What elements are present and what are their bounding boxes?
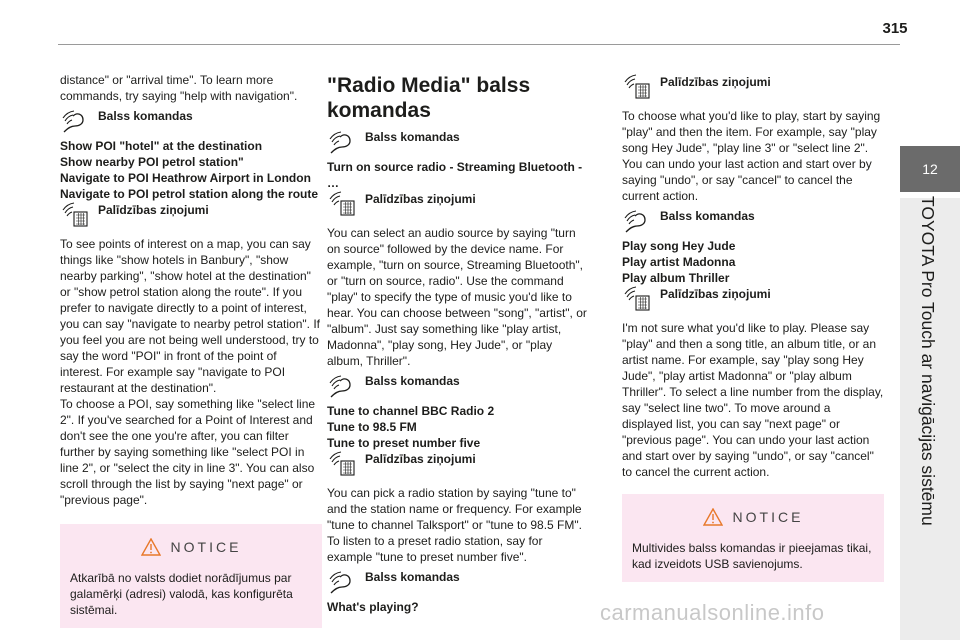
- section-heading: [327, 569, 589, 597]
- heading-label: Balss komandas: [365, 374, 460, 388]
- section-heading: [622, 286, 884, 314]
- command-line: Navigate to POI petrol station along the route: [60, 187, 319, 201]
- notice-text: Atkarībā no valsts dodiet norādījumus par galamērķi (adresi) valodā, kas konfigurēta sistēmai.: [70, 571, 293, 617]
- header-rule: [58, 44, 900, 45]
- section-heading: [327, 451, 589, 479]
- section-title: "Radio Media" balss komandas: [327, 74, 531, 122]
- voice-message-icon: [328, 451, 356, 477]
- command-line: Play album Thriller: [622, 271, 730, 285]
- section-heading: [60, 202, 322, 230]
- watermark: carmanualsonline.info: [600, 600, 825, 625]
- command-line: Show POI "hotel" at the destination: [60, 139, 263, 153]
- notice-box: [622, 494, 884, 582]
- command-line: Navigate to POI Heathrow Airport in London: [60, 171, 311, 185]
- notice-box: [60, 524, 322, 628]
- heading-label: Balss komandas: [365, 570, 460, 584]
- notice-title: NOTICE: [732, 509, 804, 525]
- notice-header: [632, 504, 874, 530]
- section-heading: [60, 108, 322, 136]
- warning-triangle-icon: [141, 538, 161, 556]
- notice-title: NOTICE: [170, 539, 242, 555]
- heading-label: Balss komandas: [660, 209, 755, 223]
- voice-command-icon: [328, 373, 356, 399]
- help-message: To choose what you'd like to play, start by saying "play" and then the item. For example, say "play song Hey Jude", "play line 3" or "select line 2". You can undo your last action and start over by saying "undo", or say "cancel" to cancel the current action.: [622, 109, 881, 203]
- heading-label: Balss komandas: [365, 130, 460, 144]
- voice-command-icon: [623, 208, 651, 234]
- command-line: Tune to preset number five: [327, 436, 481, 450]
- heading-label: Palīdzības ziņojumi: [660, 75, 771, 89]
- chapter-title: TOYOTA Pro Touch ar navigācijas sistēmu: [918, 196, 938, 526]
- voice-command-icon: [328, 569, 356, 595]
- command-line: Show nearby POI petrol station": [60, 155, 244, 169]
- command-line: What's playing?: [327, 600, 419, 614]
- section-heading: [622, 208, 884, 236]
- help-message: You can pick a radio station by saying "tune to" and the station name or frequency. For example "tune to channel Talksport" or "tune to 98.5 FM". To listen to a preset radio station, say for example "tune to preset number five".: [327, 486, 582, 564]
- heading-label: Balss komandas: [98, 109, 193, 123]
- help-message: You can select an audio source by saying "turn on source" followed by the device name. For example, "turn on source, Streaming Bluetooth", or "turn on source, radio". Use the command "play" to specify the type of music you'd like to hear. You can choose between "song", "artist", or "album". Just say something like "play artist, Madonna", "play song, Hey Jude", or "play album, Thriller".: [327, 226, 587, 368]
- voice-message-icon: [623, 74, 651, 100]
- warning-triangle-icon: [703, 508, 723, 526]
- column-2: [327, 72, 589, 615]
- command-line: Play artist Madonna: [622, 255, 736, 269]
- voice-message-icon: [61, 202, 89, 228]
- command-list: [327, 403, 589, 451]
- notice-text: Multivides balss komandas ir pieejamas tikai, kad izveidots USB savienojums.: [632, 541, 872, 571]
- voice-message-icon: [328, 191, 356, 217]
- command-line: Tune to channel BBC Radio 2: [327, 404, 495, 418]
- page-number: 315: [882, 20, 908, 37]
- intro-text: distance" or "arrival time". To learn more commands, try saying "help with navigation".: [60, 73, 298, 103]
- voice-command-icon: [328, 129, 356, 155]
- column-3: [622, 72, 884, 582]
- help-message: To see points of interest on a map, you can say things like "show hotels in Banbury", "show nearby parking", "show hotel at the destination" or "show petrol station along the route". If you prefer to navigate directly to a point of interest, you can say "navigate to nearby petrol station". If you feel you are not being well understood, try to say the word "POI" in front of the point of interest. For example say "navigate to POI restaurant at the destination".: [60, 237, 321, 395]
- heading-label: Palīdzības ziņojumi: [365, 192, 476, 206]
- column-1: [60, 72, 322, 628]
- command-line: Turn on source radio - Streaming Bluetooth - …: [327, 160, 583, 190]
- section-heading: [327, 129, 589, 157]
- command-list: [60, 138, 322, 202]
- chapter-number: 12: [922, 161, 938, 177]
- chapter-tab[interactable]: [900, 146, 960, 192]
- help-message: I'm not sure what you'd like to play. Please say "play" and then a song title, an album title, or an artist name. For example, say "play song Hey Jude", "play artist Madonna" or "play album Thriller". To select a line number from the display, say "select line two". To move around a displayed list, you can say "next page" or "previous page". You can undo your last action and start over by saying "undo", or say "cancel" to cancel the current action.: [622, 321, 884, 479]
- command-line: Tune to 98.5 FM: [327, 420, 417, 434]
- heading-label: Palīdzības ziņojumi: [365, 452, 476, 466]
- voice-message-icon: [623, 286, 651, 312]
- command-list: [622, 238, 884, 286]
- voice-command-icon: [61, 108, 89, 134]
- section-heading: [327, 191, 589, 219]
- notice-header: [70, 534, 312, 560]
- command-line: Play song Hey Jude: [622, 239, 736, 253]
- heading-label: Palīdzības ziņojumi: [660, 287, 771, 301]
- heading-label: Palīdzības ziņojumi: [98, 203, 209, 217]
- help-message: To choose a POI, say something like "select line 2". If you've searched for a Point of Interest and don't see the one you're after, you can filter further by saying something like "select POI in line 2", or "select the city in line 3". You can also scroll through the list by saying "next page" or "previous page".: [60, 397, 316, 507]
- section-heading: [622, 74, 884, 102]
- section-heading: [327, 373, 589, 401]
